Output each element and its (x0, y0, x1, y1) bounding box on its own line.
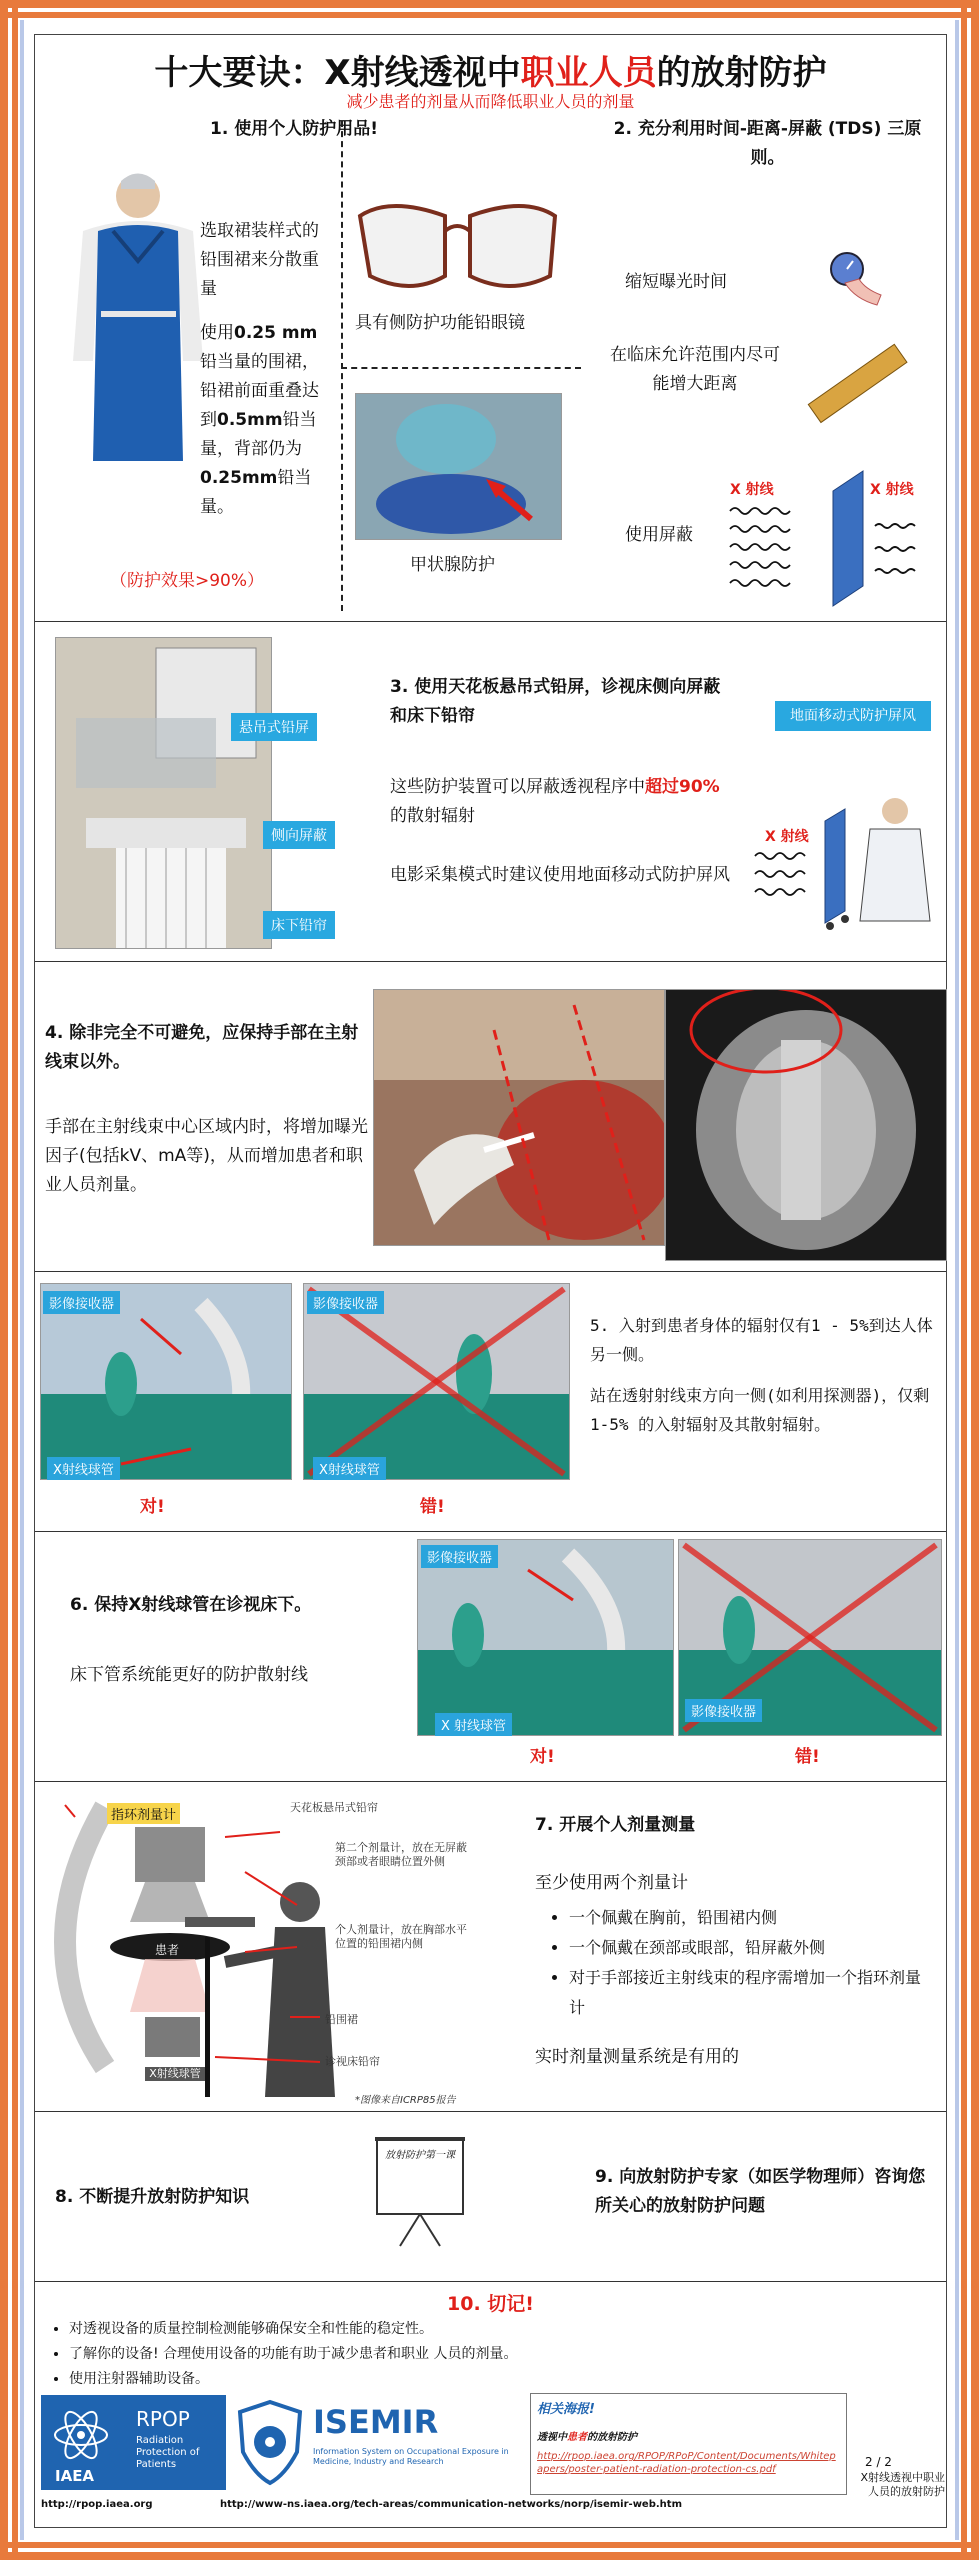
tip2-distance-text: 在临床允许范围内尽可能增大距离 (610, 345, 780, 394)
tip10-bullet: • 了解你的设备! 合理使用设备的功能有助于减少患者和职业 人员的剂量。 (69, 2342, 935, 2367)
tip2-heading: 2. 充分利用时间-距离-屏蔽 (TDS) 三原则。 (613, 119, 922, 168)
diag-tube-label: X射线球管 (145, 2067, 205, 2081)
rpop-label: RPOP (136, 2407, 190, 2431)
tip3-xray-label: X 射线 (765, 829, 809, 845)
glasses-caption: 具有侧防护功能铅眼镜 (355, 313, 525, 333)
diag-personal-label: 个人剂量计，放在胸部水平位置的铅围裙内侧 (335, 1923, 467, 1950)
url-mid[interactable]: http://www-ns.iaea.org/tech-areas/communication-networks/norp/isemir-web.htm (220, 2499, 682, 2510)
tip7-bullet: • 对于手部接近主射线束的程序需增加一个指环剂量计 (569, 1963, 935, 2023)
tip5-label-receiver-1: 影像接收器 (43, 1291, 120, 1314)
tip10-heading: 10. 切记! (447, 2293, 534, 2315)
label-ceiling-shield: 悬吊式铅屏 (231, 713, 317, 741)
tip5-right: 对! (140, 1497, 165, 1517)
diag-ring-label: 指环剂量计 (107, 1803, 180, 1824)
diag-second-label: 第二个剂量计，放在无屏蔽颈部或者眼睛位置外侧 (335, 1841, 467, 1868)
tip5-label-receiver-2: 影像接收器 (307, 1291, 384, 1314)
divider-vertical (341, 121, 343, 611)
isemir-shield-icon (235, 2397, 305, 2487)
hand-in-beam-photo (373, 989, 665, 1246)
isemir-sub: Information System on Occupational Exposure in Medicine, Industry and Research (313, 2447, 509, 2466)
tip7-text1: 至少使用两个剂量计 (535, 1873, 688, 1893)
tip3-text1: 这些防护装置可以屏蔽透视程序中超过90%的散射辐射 (390, 777, 720, 826)
tip5-text2: 站在透射射线束方向一侧(如利用探测器)，仅剩1-5% 的入射辐射及其散射辐射。 (590, 1386, 930, 1434)
label-under-curtain: 床下铅帘 (263, 911, 335, 939)
tip2-shield-text: 使用屏蔽 (625, 525, 693, 545)
page-subtitle: 减少患者的剂量从而降低职业人员的剂量 (346, 92, 635, 111)
mobile-screen-icon (750, 771, 940, 935)
thyroid-caption: 甲状腺防护 (410, 555, 495, 575)
tip7-text2: 实时剂量测量系统是有用的 (535, 2047, 739, 2067)
tip10-bullet: • 使用注射器辅助设备。 (69, 2367, 935, 2392)
tip4-text: 手部在主射线束中心区域内时，将增加曝光因子(包括kV、mA等)，从而增加患者和职业人员剂量。 (45, 1117, 368, 1195)
label-mobile-screen: 地面移动式防护屏风 (775, 701, 931, 731)
tip6-wrong: 错! (795, 1747, 820, 1767)
tip8-heading: 8. 不断提升放射防护知识 (55, 2187, 250, 2207)
related-title: 相关海报! (537, 2402, 595, 2417)
shield-waves-icon (725, 461, 940, 615)
iaea-atom-icon (51, 2405, 111, 2465)
tip5-label-tube-1: X射线球管 (47, 1457, 120, 1480)
tip7-bullets (545, 1903, 935, 2023)
diag-curtain-label: 诊视床铅帘 (325, 2055, 380, 2068)
tip9-heading: 9. 向放射防护专家（如医学物理师）咨询您所关心的放射防护问题 (595, 2167, 926, 2216)
section-tip4 (35, 961, 946, 1272)
tip3-heading: 3. 使用天花板悬吊式铅屏，诊视床侧向屏蔽和床下铅帘 (390, 677, 721, 726)
tip7-bullet: • 一个佩戴在颈部或眼部，铅屏蔽外侧 (569, 1933, 935, 1963)
xray-label-right: X 射线 (870, 482, 914, 498)
lead-apron-photo (43, 161, 218, 471)
iaea-label: IAEA (55, 2467, 95, 2485)
tip4-heading: 4. 除非完全不可避免，应保持手部在主射线束以外。 (45, 1023, 359, 1072)
tip6-label-receiver-2: 影像接收器 (685, 1699, 762, 1722)
page-number: 2 / 2 (865, 2455, 892, 2469)
section-tip5 (35, 1271, 946, 1532)
tip5-wrong: 错! (420, 1497, 445, 1517)
related-line: 透视中患者的放射防护 (537, 2432, 637, 2443)
section-tip8-9 (35, 2111, 946, 2282)
section-tip1-2 (35, 111, 946, 622)
ceiling-shield-photo (55, 637, 272, 949)
isemir-label: ISEMIR (313, 2403, 439, 2441)
tip1-effect: （防护效果>90%） (110, 571, 265, 591)
page-caption: X射线透视中职业人员的放射防护 (860, 2471, 945, 2498)
xray-label-left: X 射线 (730, 482, 774, 498)
tip3-text2: 电影采集模式时建议使用地面移动式防护屏风 (390, 865, 730, 885)
tip6-label-receiver-1: 影像接收器 (421, 1545, 498, 1568)
tip6-heading: 6. 保持X射线球管在诊视床下。 (70, 1595, 312, 1615)
poster (34, 34, 947, 2528)
tip10-bullet: • 对透视设备的质量控制检测能够确保安全和性能的稳定性。 (69, 2317, 935, 2342)
tip2-time-text: 缩短曝光时间 (625, 272, 727, 292)
section-tip3 (35, 621, 946, 962)
ruler-icon (800, 339, 910, 433)
tip7-bullet: • 一个佩戴在胸前，铅围裙内侧 (569, 1903, 935, 1933)
related-poster-box (530, 2393, 847, 2495)
page-title: 十大要诀：X射线透视中职业人员的放射防护 (154, 53, 827, 93)
label-side-shield: 侧向屏蔽 (263, 821, 335, 849)
tip5-label-tube-2: X射线球管 (313, 1457, 386, 1480)
thyroid-shield-photo (355, 393, 562, 540)
tip1-apron-text: 选取裙装样式的铅围裙来分散重量 (200, 221, 319, 299)
rpop-sub: Radiation Protection of Patients (136, 2435, 200, 2470)
lead-glasses-photo (350, 186, 565, 306)
related-link[interactable]: http://rpop.iaea.org/RPOP/RPoP/Content/Documents/Whitepapers/poster-patient-radiation-protection-cs.pdf (537, 2451, 836, 2475)
tube-under-table-photo (417, 1539, 674, 1736)
tip6-text: 床下管系统能更好的防护散射线 (70, 1665, 308, 1685)
url-left[interactable]: http://rpop.iaea.org (41, 2499, 153, 2510)
tip7-heading: 7. 开展个人剂量测量 (535, 1815, 696, 1835)
diag-source: *图像来自ICRP85报告 (355, 2095, 456, 2106)
stopwatch-icon (815, 239, 885, 313)
tip10-bullets (45, 2317, 935, 2392)
isemir-logo (235, 2397, 520, 2489)
tip6-right: 对! (530, 1747, 555, 1767)
diag-apron-label: 铅围裙 (325, 2013, 358, 2026)
tip1-thickness-text: 使用0.25 mm铅当量的围裙，铅裙前面重叠达到0.5mm铅当量，背部仍为0.25mm铅当量。 (200, 323, 319, 517)
iaea-rpop-logo (41, 2395, 226, 2490)
divider-horizontal (341, 367, 581, 369)
fluoroscopy-image (665, 989, 947, 1261)
tip5-text1: 5. 入射到患者身体的辐射仅有1 - 5%到达人体另一侧。 (590, 1316, 933, 1364)
diag-patient-label: 患者 (155, 1943, 180, 1957)
tip6-label-tube: X 射线球管 (435, 1713, 512, 1736)
board-text: 放射防护第一课 (385, 2150, 455, 2161)
tip1-heading: 1. 使用个人防护用品! (210, 119, 378, 139)
diag-ceiling-label: 天花板悬吊式铅帘 (290, 1801, 378, 1814)
section-tip7 (35, 1781, 946, 2112)
section-tip6 (35, 1531, 946, 1782)
